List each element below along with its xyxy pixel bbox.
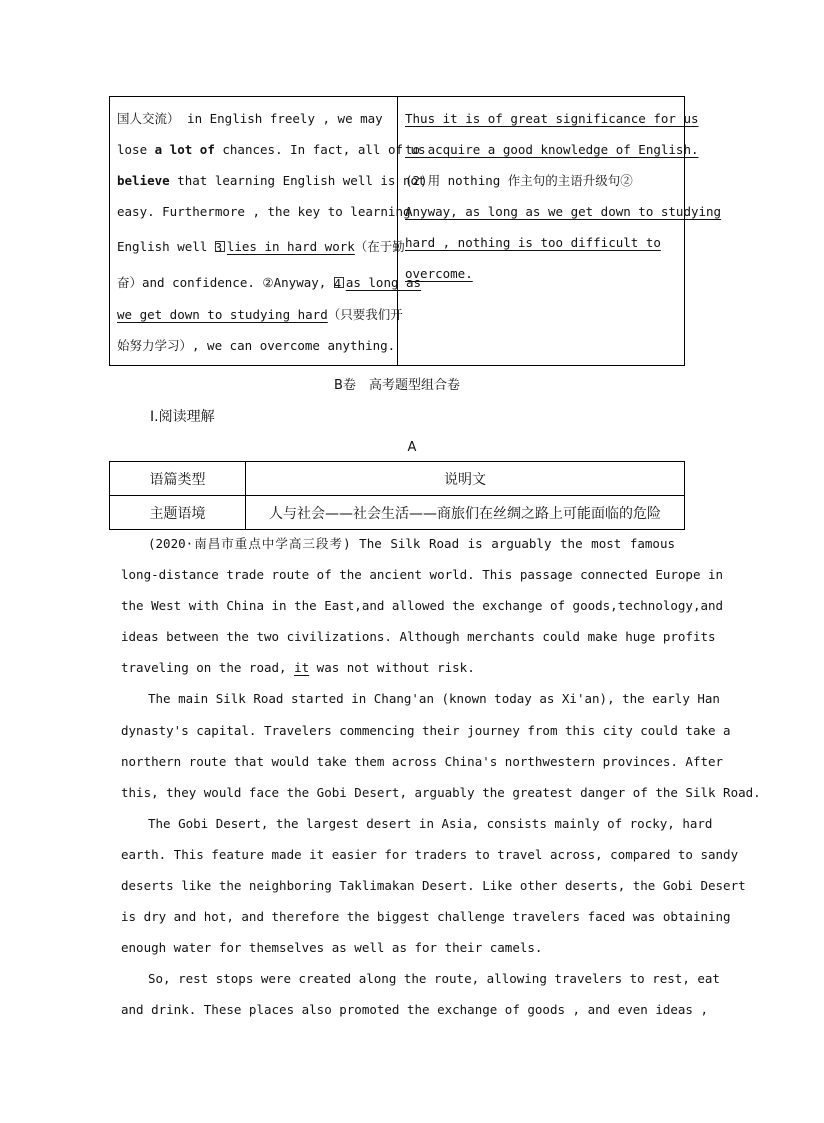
blank-number-box: 3: [215, 241, 225, 252]
text-run: believe: [117, 173, 170, 188]
passage-line: dynasty's capital. Travelers commencing their journey from this city could take a: [121, 722, 731, 738]
passage-line: earth. This feature made it easier for traders to travel across, compared to sandy: [121, 846, 739, 862]
text-run: 始努力学习）, we can overcome anything.: [117, 338, 396, 353]
table-line: [117, 196, 411, 227]
text-run: that learning English well is not: [169, 173, 426, 188]
table-line: [117, 103, 391, 134]
reading-passage: [121, 528, 761, 1026]
table-line: [117, 330, 396, 361]
passage-line: northern route that would take them across China's northwestern provinces. After: [121, 753, 724, 769]
answer-text: overcome.: [405, 266, 473, 281]
text-run: 奋）and confidence. ②Anyway,: [117, 275, 334, 290]
blank-number-box: 4: [334, 277, 344, 288]
passage-line: is dry and hot, and therefore the biggest challenge travelers faced was obtaining: [121, 909, 731, 925]
info-key: 主题语境: [110, 496, 246, 530]
table-line: [117, 227, 405, 263]
section-title: B卷 高考题型组合卷: [334, 378, 460, 393]
text-run: lose: [117, 142, 155, 157]
table-line: [405, 196, 721, 227]
answer-text: as long as: [345, 275, 422, 290]
info-value: 说明文: [246, 462, 685, 496]
table-line: [117, 165, 426, 196]
table-line: [405, 165, 721, 196]
passage-line: and drink. These places also promoted the exchange of goods , and even ideas ,: [121, 1002, 708, 1018]
passage-line: The main Silk Road started in Chang'an (known today as Xi'an), the early Han: [148, 691, 720, 707]
passage-letter: A: [407, 440, 417, 455]
table-line: [405, 258, 721, 289]
info-value: 人与社会——社会生活——商旅们在丝绸之路上可能面临的危险: [246, 496, 685, 530]
original-text-column: [110, 97, 426, 365]
answer-text: Thus it is of great significance for us: [405, 111, 699, 126]
text-run: （在于勤: [354, 239, 405, 254]
table-line: [117, 263, 422, 299]
underlined-word: it: [294, 660, 310, 676]
passage-line: enough water for themselves as well as for their camels.: [121, 940, 543, 956]
info-row-context: [110, 496, 685, 530]
passage-line: this, they would face the Gobi Desert, arguably the greatest danger of the Silk Road.: [121, 784, 761, 800]
table-line: [405, 103, 721, 134]
translation-table: [109, 96, 722, 366]
passage-line: ideas between the two civilizations. Although merchants could make huge profits: [121, 629, 716, 645]
text-run: chances. In fact, all of us: [214, 142, 426, 157]
info-row-type: [110, 462, 685, 496]
table-line: [405, 134, 721, 165]
table-line: [405, 227, 721, 258]
passage-line: long-distance trade route of the ancient world. This passage connected Europe in: [121, 567, 724, 583]
text-run: easy. Furthermore , the key to learning: [117, 204, 411, 219]
text-run: in English freely , we may: [179, 111, 383, 126]
answer-text: Anyway, as long as we get down to studying: [405, 204, 722, 219]
table-line: [117, 299, 403, 330]
answer-text: to acquire a good knowledge of English.: [405, 142, 699, 157]
passage-line: deserts like the neighboring Taklimakan Desert. Like other deserts, the Gobi Desert: [121, 878, 746, 894]
passage-line: The Gobi Desert, the largest desert in Asia, consists mainly of rocky, hard: [148, 815, 713, 831]
text-run: (2)用 nothing 作主句的主语升级句②: [405, 173, 633, 188]
answer-text: we get down to studying hard: [117, 307, 328, 322]
passage-line: So, rest stops were created along the route, allowing travelers to rest, eat: [148, 971, 720, 987]
passage-line: traveling on the road, it was not without risk.: [121, 660, 475, 676]
text-run: （只要我们开: [327, 307, 403, 322]
upgraded-sentence-column: [398, 97, 727, 365]
text-run: 国人交流）: [117, 111, 180, 126]
info-key: 语篇类型: [110, 462, 246, 496]
passage-line: (2020·南昌市重点中学高三段考) The Silk Road is arguably the most famous: [148, 536, 675, 551]
table-line: [117, 134, 426, 165]
passage-line: the West with China in the East,and allowed the exchange of goods,technology,and: [121, 598, 724, 614]
text-run: English well: [117, 239, 215, 254]
answer-text: hard , nothing is too difficult to: [405, 235, 661, 250]
answer-text: lies in hard work: [226, 239, 355, 254]
reading-title: Ⅰ.阅读理解: [150, 409, 215, 425]
text-run: a lot of: [154, 142, 215, 157]
passage-info-table: [109, 461, 685, 530]
